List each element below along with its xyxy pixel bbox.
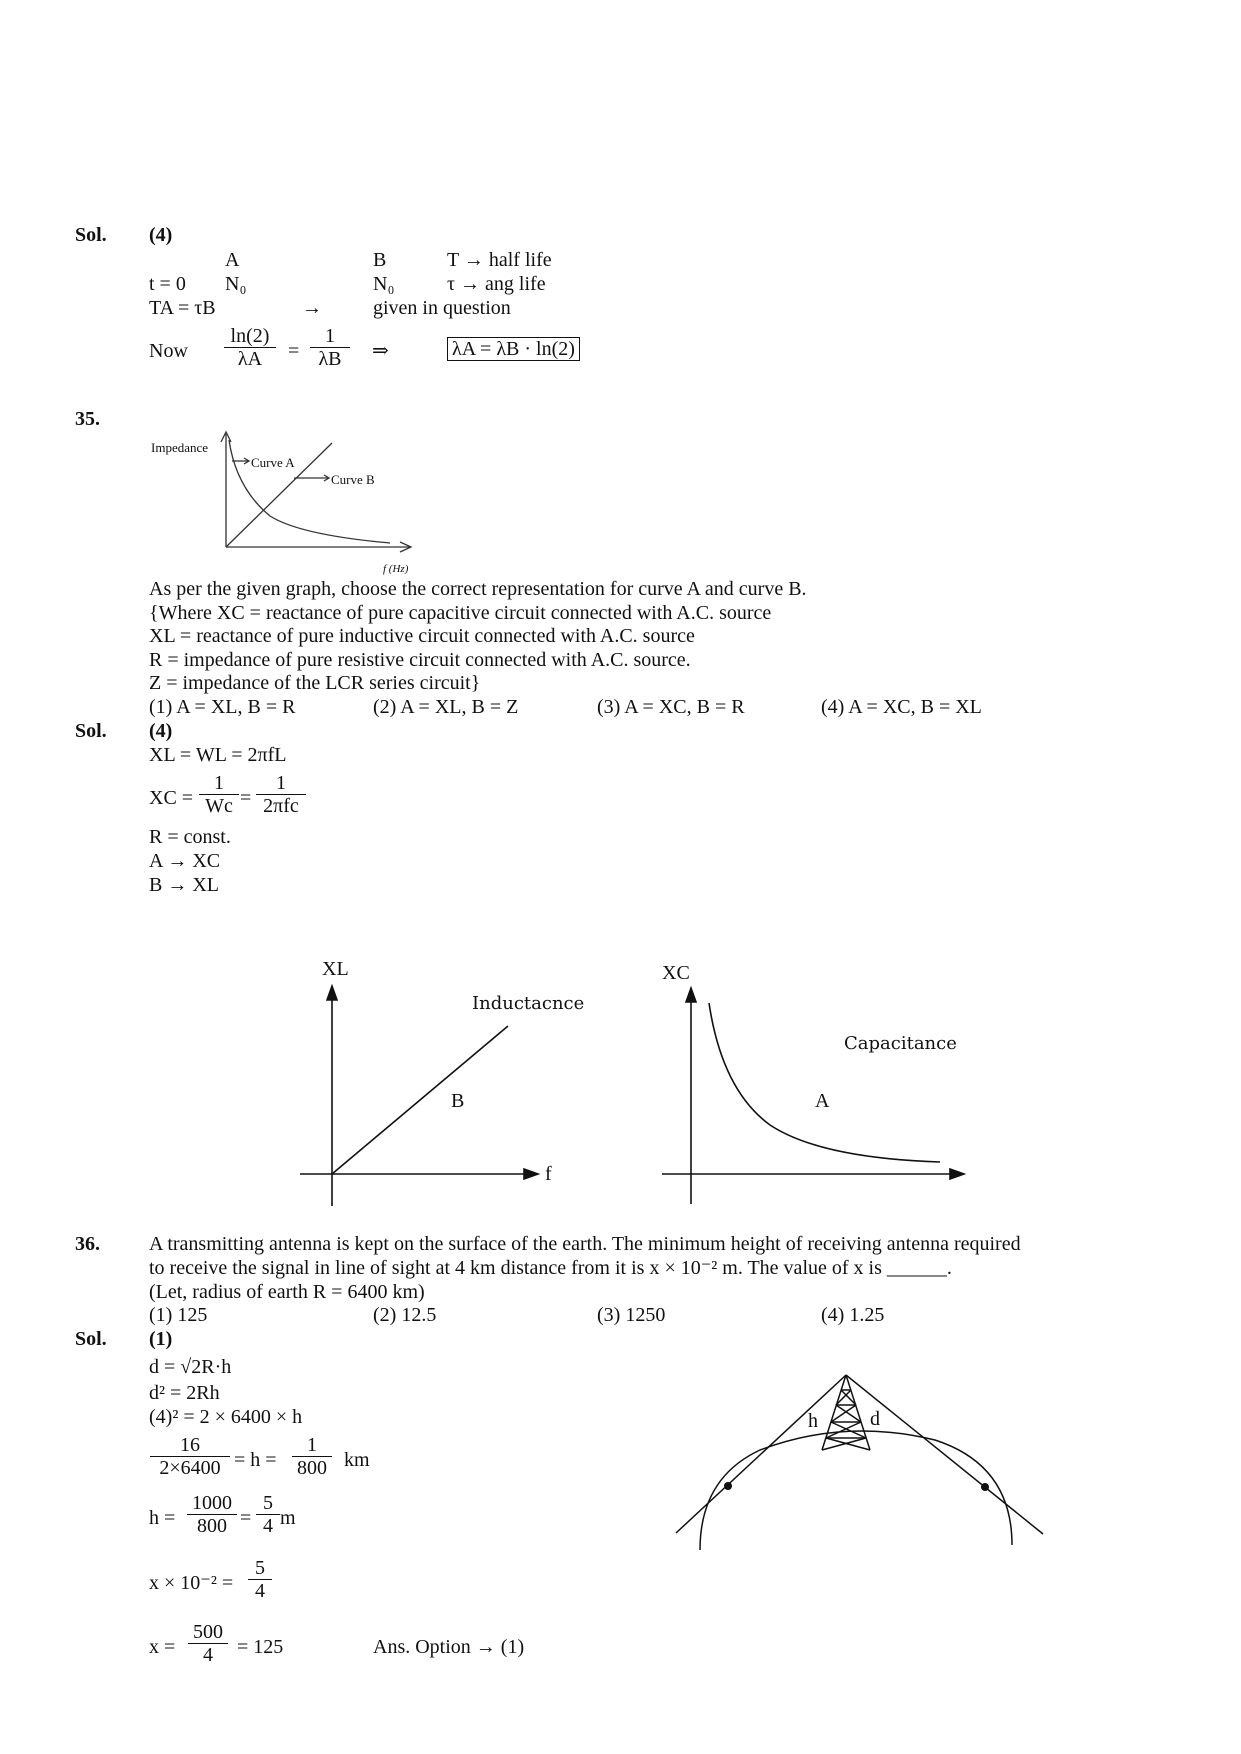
column-a-label: A: [225, 249, 240, 271]
fraction-ln2-lambda-a: $\frac{\ln(2)}{\lambda A}$: [224, 325, 276, 370]
question-line-2: to receive the signal in line of sight at 4 km distance from it is x × 10⁻² m. The value of x is ______.: [149, 1257, 952, 1279]
a-maps-xc: A → XC: [149, 850, 221, 872]
graph-y-label: Impedance: [151, 440, 209, 455]
inductance-title: Inductacnce: [472, 993, 585, 1014]
fraction-1-800: $\frac{1}{800}$: [292, 1434, 332, 1479]
definition-xl: XL = reactance of pure inductive circuit connected with A.C. source: [149, 625, 695, 647]
curve-a-label: Curve A: [251, 455, 295, 470]
graph-x-label: f (Hz): [383, 563, 409, 575]
time-zero: t = 0: [149, 273, 186, 295]
option-4: (4) A = XC, B = XL: [821, 696, 982, 718]
definition-xc: {Where XC = reactance of pure capacitive circuit connected with A.C. source: [149, 602, 772, 624]
question-line-1: A transmitting antenna is kept on the surface of the earth. The minimum height of receiving antenna required: [149, 1233, 1021, 1255]
sol-label: Sol.: [75, 1328, 107, 1350]
xl-formula: XL = WL = 2πfL: [149, 744, 287, 766]
option-2: (2) 12.5: [373, 1304, 437, 1326]
answer: (4): [149, 224, 173, 246]
sol-label: Sol.: [75, 224, 107, 246]
xc-lhs: XC =: [149, 787, 194, 809]
tangent-right: [846, 1375, 1043, 1534]
equals-h: = h =: [234, 1449, 277, 1471]
implies-arrow: ⇒: [372, 340, 389, 362]
earth-arc: [700, 1431, 1012, 1550]
left-x-label: f: [545, 1163, 552, 1185]
d-squared: d² = 2Rh: [149, 1382, 220, 1404]
distance-formula: d = √2R·h: [149, 1356, 232, 1378]
equals-125: = 125: [237, 1636, 284, 1658]
avg-life-note: τ → ang life: [447, 273, 546, 295]
tangent-point-right: [981, 1483, 989, 1491]
definition-r: R = impedance of pure resistive circuit connected with A.C. source.: [149, 649, 691, 671]
answer-option: Ans. Option → (1): [373, 1636, 525, 1658]
curve-b-label: Curve B: [331, 472, 375, 487]
unit-km: km: [344, 1449, 370, 1471]
option-2: (2) A = XL, B = Z: [373, 696, 519, 718]
question-line-3: (Let, radius of earth R = 6400 km): [149, 1281, 425, 1303]
question-number: 35.: [75, 408, 100, 430]
option-3: (3) 1250: [597, 1304, 666, 1326]
given-note: given in question: [373, 297, 511, 319]
unit-m: m: [280, 1507, 296, 1529]
tangent-left: [676, 1375, 846, 1533]
b-maps-xl: B → XL: [149, 874, 219, 896]
fraction-16-over: $\frac{16}{2\times 6400}$: [150, 1434, 230, 1479]
height-label: h: [808, 1410, 818, 1432]
question-number: 36.: [75, 1233, 100, 1255]
option-1: (1) 125: [149, 1304, 208, 1326]
column-b-label: B: [373, 249, 387, 271]
r-constant: R = const.: [149, 826, 231, 848]
fraction-500-4: $\frac{500}{4}$: [188, 1621, 228, 1666]
tower: [822, 1375, 870, 1450]
h-lhs: h =: [149, 1507, 176, 1529]
fraction-1000-800: $\frac{1000}{800}$: [187, 1492, 237, 1537]
fraction-5-4: $\frac{5}{4}$: [256, 1492, 280, 1537]
arrow: →: [302, 297, 322, 319]
initial-nuclei-b: N₀: [373, 273, 395, 295]
ta-equals-tb: TA = τB: [149, 297, 216, 319]
left-y-label: XL: [322, 958, 349, 980]
fraction-1-2pifc: 1 2πfc: [256, 772, 306, 817]
fraction-5-4b: $\frac{5}{4}$: [248, 1557, 272, 1602]
option-1: (1) A = XL, B = R: [149, 696, 296, 718]
boxed-result: λA = λB · ln(2): [447, 338, 580, 360]
substitution: (4)² = 2 × 6400 × h: [149, 1406, 303, 1428]
capacitance-title: Capacitance: [844, 1033, 957, 1054]
fraction-1-wc: $\frac{1}{Wc}$: [199, 772, 239, 817]
x-lhs-2: x =: [149, 1636, 176, 1658]
sol-label: Sol.: [75, 720, 107, 742]
curve-a-marker: A: [815, 1090, 830, 1112]
answer: (4): [149, 720, 173, 742]
right-y-label: XC: [662, 962, 690, 984]
answer: (1): [149, 1328, 173, 1350]
half-life-note: T → half life: [447, 249, 552, 271]
tangent-point-left: [724, 1482, 732, 1490]
equals: =: [288, 340, 300, 362]
question-text: As per the given graph, choose the correct representation for curve A and curve B.: [149, 578, 807, 600]
fraction-1-lambda-b: $\frac{1}{\lambda B}$: [310, 325, 350, 370]
definition-z: Z = impedance of the LCR series circuit}: [149, 672, 481, 694]
equals: =: [240, 1507, 252, 1529]
equals: =: [240, 787, 252, 809]
initial-nuclei-a: N₀: [225, 273, 247, 295]
now-label: Now: [149, 340, 188, 362]
option-3: (3) A = XC, B = R: [597, 696, 745, 718]
curve-b-marker: B: [451, 1090, 465, 1112]
x-lhs: x × 10⁻² =: [149, 1572, 234, 1594]
option-4: (4) 1.25: [821, 1304, 885, 1326]
distance-label: d: [870, 1408, 880, 1430]
